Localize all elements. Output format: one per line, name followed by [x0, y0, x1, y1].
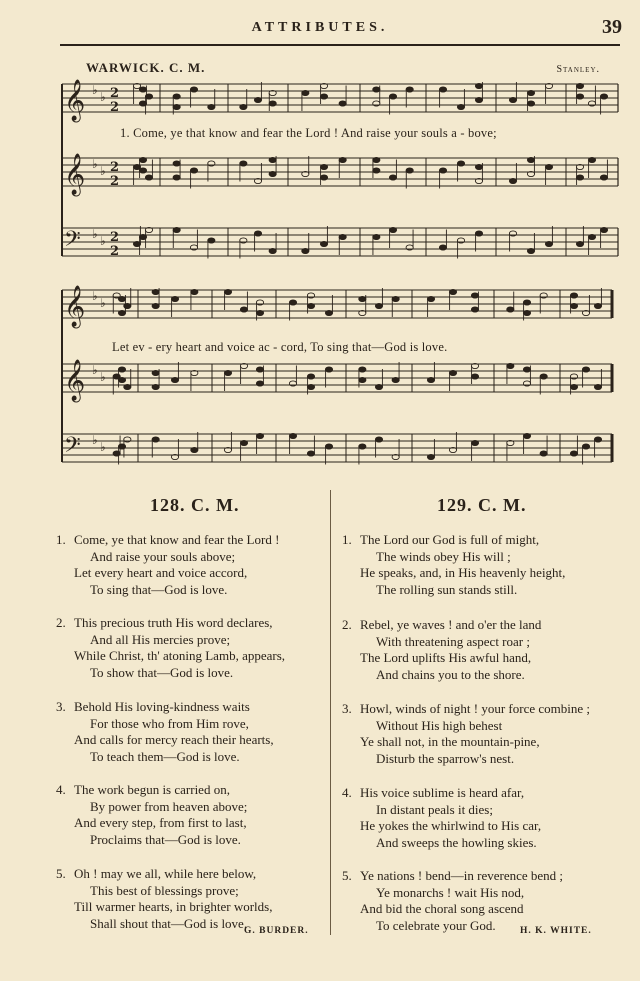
verse-line: To show that—God is love.: [90, 664, 234, 680]
verse-line: This precious truth His word declares,: [74, 615, 273, 630]
verse-number: 1.: [56, 532, 66, 547]
note-head: [224, 289, 231, 294]
note-head: [256, 433, 263, 438]
note-head: [457, 161, 464, 166]
note-head: [325, 310, 332, 315]
verse-number: 5.: [56, 866, 66, 881]
note-head: [339, 101, 346, 106]
verse-line: His voice sublime is heard afar,: [360, 785, 525, 800]
verse-line: By power from heaven above;: [90, 798, 248, 814]
note-head: [375, 384, 382, 389]
verse-line: With threatening aspect roar ;: [376, 633, 530, 649]
note-head: [145, 94, 152, 99]
note-head: [471, 307, 478, 312]
running-title: ATTRIBUTES.: [251, 20, 389, 35]
note-head: [576, 175, 583, 180]
note-head: [509, 97, 516, 102]
note-head: [256, 381, 263, 386]
verse-line: And bid the choral song ascend: [360, 901, 524, 916]
note-head: [373, 157, 380, 162]
music-score: [0, 0, 640, 480]
note-head: [373, 87, 380, 92]
note-head: [527, 157, 534, 162]
note-head: [392, 296, 399, 301]
verse-line: Without His high behest: [376, 717, 503, 733]
note-head: [320, 241, 327, 246]
note-head: [570, 384, 577, 389]
note-head: [152, 437, 159, 442]
verse: [342, 532, 566, 598]
note-head: [449, 289, 456, 294]
note-head: [124, 303, 131, 308]
verse-line: And chains you to the shore.: [376, 666, 525, 682]
note-head: [339, 157, 346, 162]
treble-clef: 𝄞: [64, 360, 86, 401]
note-head: [475, 231, 482, 236]
note-head: [208, 104, 215, 109]
verse-line: Proclaims that—God is love.: [90, 831, 241, 847]
note-head: [507, 307, 514, 312]
verse-line: Ye monarchs ! wait His nod,: [376, 884, 525, 900]
flat-sign: ♭: [92, 227, 98, 241]
note-head: [600, 227, 607, 232]
verse: [342, 701, 590, 767]
note-head: [339, 234, 346, 239]
note-head: [507, 363, 514, 368]
note-head: [320, 175, 327, 180]
verse-line: For those who from Him rove,: [90, 715, 249, 731]
note-head: [427, 377, 434, 382]
flat-sign: ♭: [100, 90, 106, 104]
flat-sign: ♭: [92, 289, 98, 303]
note-head: [588, 157, 595, 162]
note-head: [320, 164, 327, 169]
verse-line: And every step, from first to last,: [74, 815, 247, 830]
note-head: [594, 303, 601, 308]
note-head: [302, 90, 309, 95]
note-head: [208, 238, 215, 243]
note-head: [600, 175, 607, 180]
note-head: [375, 437, 382, 442]
note-head: [254, 231, 261, 236]
note-head: [173, 227, 180, 232]
time-signature: 2: [110, 230, 120, 245]
treble-clef: 𝄞: [64, 80, 86, 121]
note-head: [113, 451, 120, 456]
note-head: [118, 296, 125, 301]
note-head: [152, 303, 159, 308]
verse-line: He speaks, and, in His heavenly height,: [360, 565, 566, 580]
note-head: [570, 303, 577, 308]
verse-number: 4.: [342, 785, 352, 800]
time-signature: 2: [110, 244, 120, 259]
flat-sign: ♭: [92, 83, 98, 97]
verse: [56, 782, 248, 848]
tune-composer: Stanley.: [556, 64, 600, 75]
note-head: [439, 245, 446, 250]
flat-sign: ♭: [92, 157, 98, 171]
note-head: [582, 444, 589, 449]
note-head: [475, 97, 482, 102]
note-head: [118, 377, 125, 382]
verse-line: Oh ! may we all, while here below,: [74, 866, 257, 881]
verse-number: 1.: [342, 532, 352, 547]
note-head: [509, 178, 516, 183]
verse-line: Shall shout that—God is love.: [90, 915, 248, 931]
note-head: [256, 367, 263, 372]
verse-line: Rebel, ye waves ! and o'er the land: [360, 617, 542, 632]
note-head: [545, 164, 552, 169]
note-head: [139, 87, 146, 92]
note-head: [471, 440, 478, 445]
note-head: [289, 433, 296, 438]
note-head: [594, 437, 601, 442]
note-head: [600, 94, 607, 99]
verse: [56, 532, 280, 598]
note-head: [139, 157, 146, 162]
note-head: [406, 168, 413, 173]
hymn-129-author: H. K. WHITE.: [520, 926, 592, 936]
verse-number: 4.: [56, 782, 66, 797]
treble-clef: 𝄞: [64, 154, 86, 195]
bass-clef: 𝄢: [64, 227, 81, 257]
note-head: [152, 370, 159, 375]
flat-sign: ♭: [100, 370, 106, 384]
note-head: [427, 454, 434, 459]
verse-line: To sing that—God is love.: [90, 581, 228, 597]
note-head: [359, 367, 366, 372]
verse-line: Let every heart and voice accord,: [74, 565, 248, 580]
column-divider: [330, 490, 331, 935]
note-head: [190, 87, 197, 92]
note-head: [320, 94, 327, 99]
note-head: [457, 104, 464, 109]
note-head: [190, 168, 197, 173]
note-head: [545, 241, 552, 246]
note-head: [570, 293, 577, 298]
note-head: [124, 384, 131, 389]
note-head: [427, 296, 434, 301]
note-head: [389, 94, 396, 99]
time-signature: 2: [110, 86, 120, 101]
verse: [342, 868, 564, 934]
note-head: [523, 367, 530, 372]
verse-line: Disturb the sparrow's nest.: [376, 750, 515, 766]
note-head: [269, 248, 276, 253]
verse-line: The work begun is carried on,: [74, 782, 230, 797]
verse-line: And calls for mercy reach their hearts,: [74, 732, 274, 747]
note-head: [475, 83, 482, 88]
verse-line: The Lord uplifts His awful hand,: [360, 650, 532, 665]
note-head: [471, 293, 478, 298]
note-head: [576, 94, 583, 99]
note-head: [325, 444, 332, 449]
verse-line: Ye nations ! bend—in reverence bend ;: [360, 868, 564, 883]
note-head: [191, 289, 198, 294]
note-head: [269, 157, 276, 162]
note-head: [289, 300, 296, 305]
note-head: [118, 444, 125, 449]
lyric-line-1: 1. Come, ye that know and fear the Lord ! And raise your souls a - bove;: [120, 126, 497, 140]
verse-number: 3.: [342, 701, 352, 716]
note-head: [588, 234, 595, 239]
verse-line: Come, ye that know and fear the Lord !: [74, 532, 280, 547]
note-head: [373, 234, 380, 239]
time-signature: 2: [110, 160, 120, 175]
note-head: [523, 433, 530, 438]
flat-sign: ♭: [100, 440, 106, 454]
verse: [56, 699, 274, 765]
note-head: [152, 384, 159, 389]
note-head: [449, 370, 456, 375]
note-head: [582, 367, 589, 372]
verse-line: This best of blessings prove;: [90, 882, 239, 898]
verse-line: To celebrate your God.: [376, 917, 496, 933]
hymn-128-title: 128. C. M.: [150, 495, 240, 515]
tune-name: WARWICK. C. M.: [86, 60, 206, 75]
note-head: [171, 296, 178, 301]
verse-number: 5.: [342, 868, 352, 883]
note-head: [118, 367, 125, 372]
note-head: [373, 168, 380, 173]
verse-number: 2.: [342, 617, 352, 632]
note-head: [570, 451, 577, 456]
note-head: [307, 451, 314, 456]
note-head: [523, 310, 530, 315]
verse-line: Till warmer hearts, in brighter worlds,: [74, 899, 273, 914]
verse-line: In distant peals it dies;: [376, 801, 493, 817]
note-head: [269, 171, 276, 176]
clefs: [64, 79, 119, 463]
time-signature: 2: [110, 174, 120, 189]
verse-line: Behold His loving-kindness waits: [74, 699, 250, 714]
verse: [342, 617, 542, 683]
note-head: [594, 384, 601, 389]
time-signature: 2: [110, 100, 120, 115]
note-head: [256, 310, 263, 315]
flat-sign: ♭: [100, 296, 106, 310]
note-head: [439, 87, 446, 92]
note-head: [406, 87, 413, 92]
note-head: [471, 374, 478, 379]
verse-number: 3.: [56, 699, 66, 714]
note-head: [527, 101, 534, 106]
bass-clef: 𝄢: [64, 433, 81, 463]
note-head: [240, 307, 247, 312]
note-head: [389, 227, 396, 232]
flat-sign: ♭: [100, 234, 106, 248]
note-head: [389, 175, 396, 180]
note-head: [171, 377, 178, 382]
note-head: [118, 310, 125, 315]
verse: [56, 615, 286, 681]
verse-line: And sweeps the howling skies.: [376, 834, 537, 850]
note-head: [152, 289, 159, 294]
verse-line: Ye shall not, in the mountain-pine,: [360, 734, 540, 749]
note-head: [523, 300, 530, 305]
verse: [342, 785, 542, 851]
note-head: [375, 303, 382, 308]
note-head: [576, 241, 583, 246]
verse-line: And all His mercies prove;: [90, 631, 231, 647]
lyric-line-2: Let ev - ery heart and voice ac - cord, To sing that—God is love.: [112, 340, 448, 354]
note-head: [240, 440, 247, 445]
flat-sign: ♭: [92, 433, 98, 447]
note-head: [240, 104, 247, 109]
note-head: [269, 101, 276, 106]
note-head: [173, 175, 180, 180]
note-head: [224, 370, 231, 375]
note-head: [307, 384, 314, 389]
note-head: [359, 296, 366, 301]
note-head: [527, 248, 534, 253]
flat-sign: ♭: [92, 363, 98, 377]
note-head: [576, 83, 583, 88]
verse: [56, 866, 273, 932]
note-head: [475, 164, 482, 169]
note-head: [191, 447, 198, 452]
verse-line: He yokes the whirlwind to His car,: [360, 818, 542, 833]
note-head: [359, 444, 366, 449]
note-head: [359, 377, 366, 382]
verse-line: The rolling sun stands still.: [376, 581, 518, 597]
hymn-128-author: G. BURDER.: [244, 926, 309, 936]
verse-line: The winds obey His will ;: [376, 548, 511, 564]
note-head: [173, 94, 180, 99]
hymn-129-title: 129. C. M.: [437, 495, 527, 515]
note-head: [254, 97, 261, 102]
note-head: [240, 161, 247, 166]
verse-line: Howl, winds of night ! your force combine ;: [360, 701, 590, 716]
verse-number: 2.: [56, 615, 66, 630]
note-head: [325, 367, 332, 372]
note-head: [145, 175, 152, 180]
page-number: 39: [602, 16, 622, 38]
note-head: [139, 168, 146, 173]
note-head: [307, 303, 314, 308]
note-head: [439, 168, 446, 173]
verse-line: To teach them—God is love.: [90, 748, 240, 764]
note-head: [392, 377, 399, 382]
flat-sign: ♭: [100, 164, 106, 178]
treble-clef: 𝄞: [64, 286, 86, 327]
verse-line: The Lord our God is full of might,: [360, 532, 540, 547]
verse-line: While Christ, th' atoning Lamb, appears,: [74, 648, 286, 663]
note-head: [173, 104, 180, 109]
note-head: [173, 161, 180, 166]
note-head: [527, 90, 534, 95]
note-head: [302, 248, 309, 253]
note-head: [540, 374, 547, 379]
note-head: [540, 451, 547, 456]
verse-line: And raise your souls above;: [90, 548, 236, 564]
note-head: [307, 374, 314, 379]
